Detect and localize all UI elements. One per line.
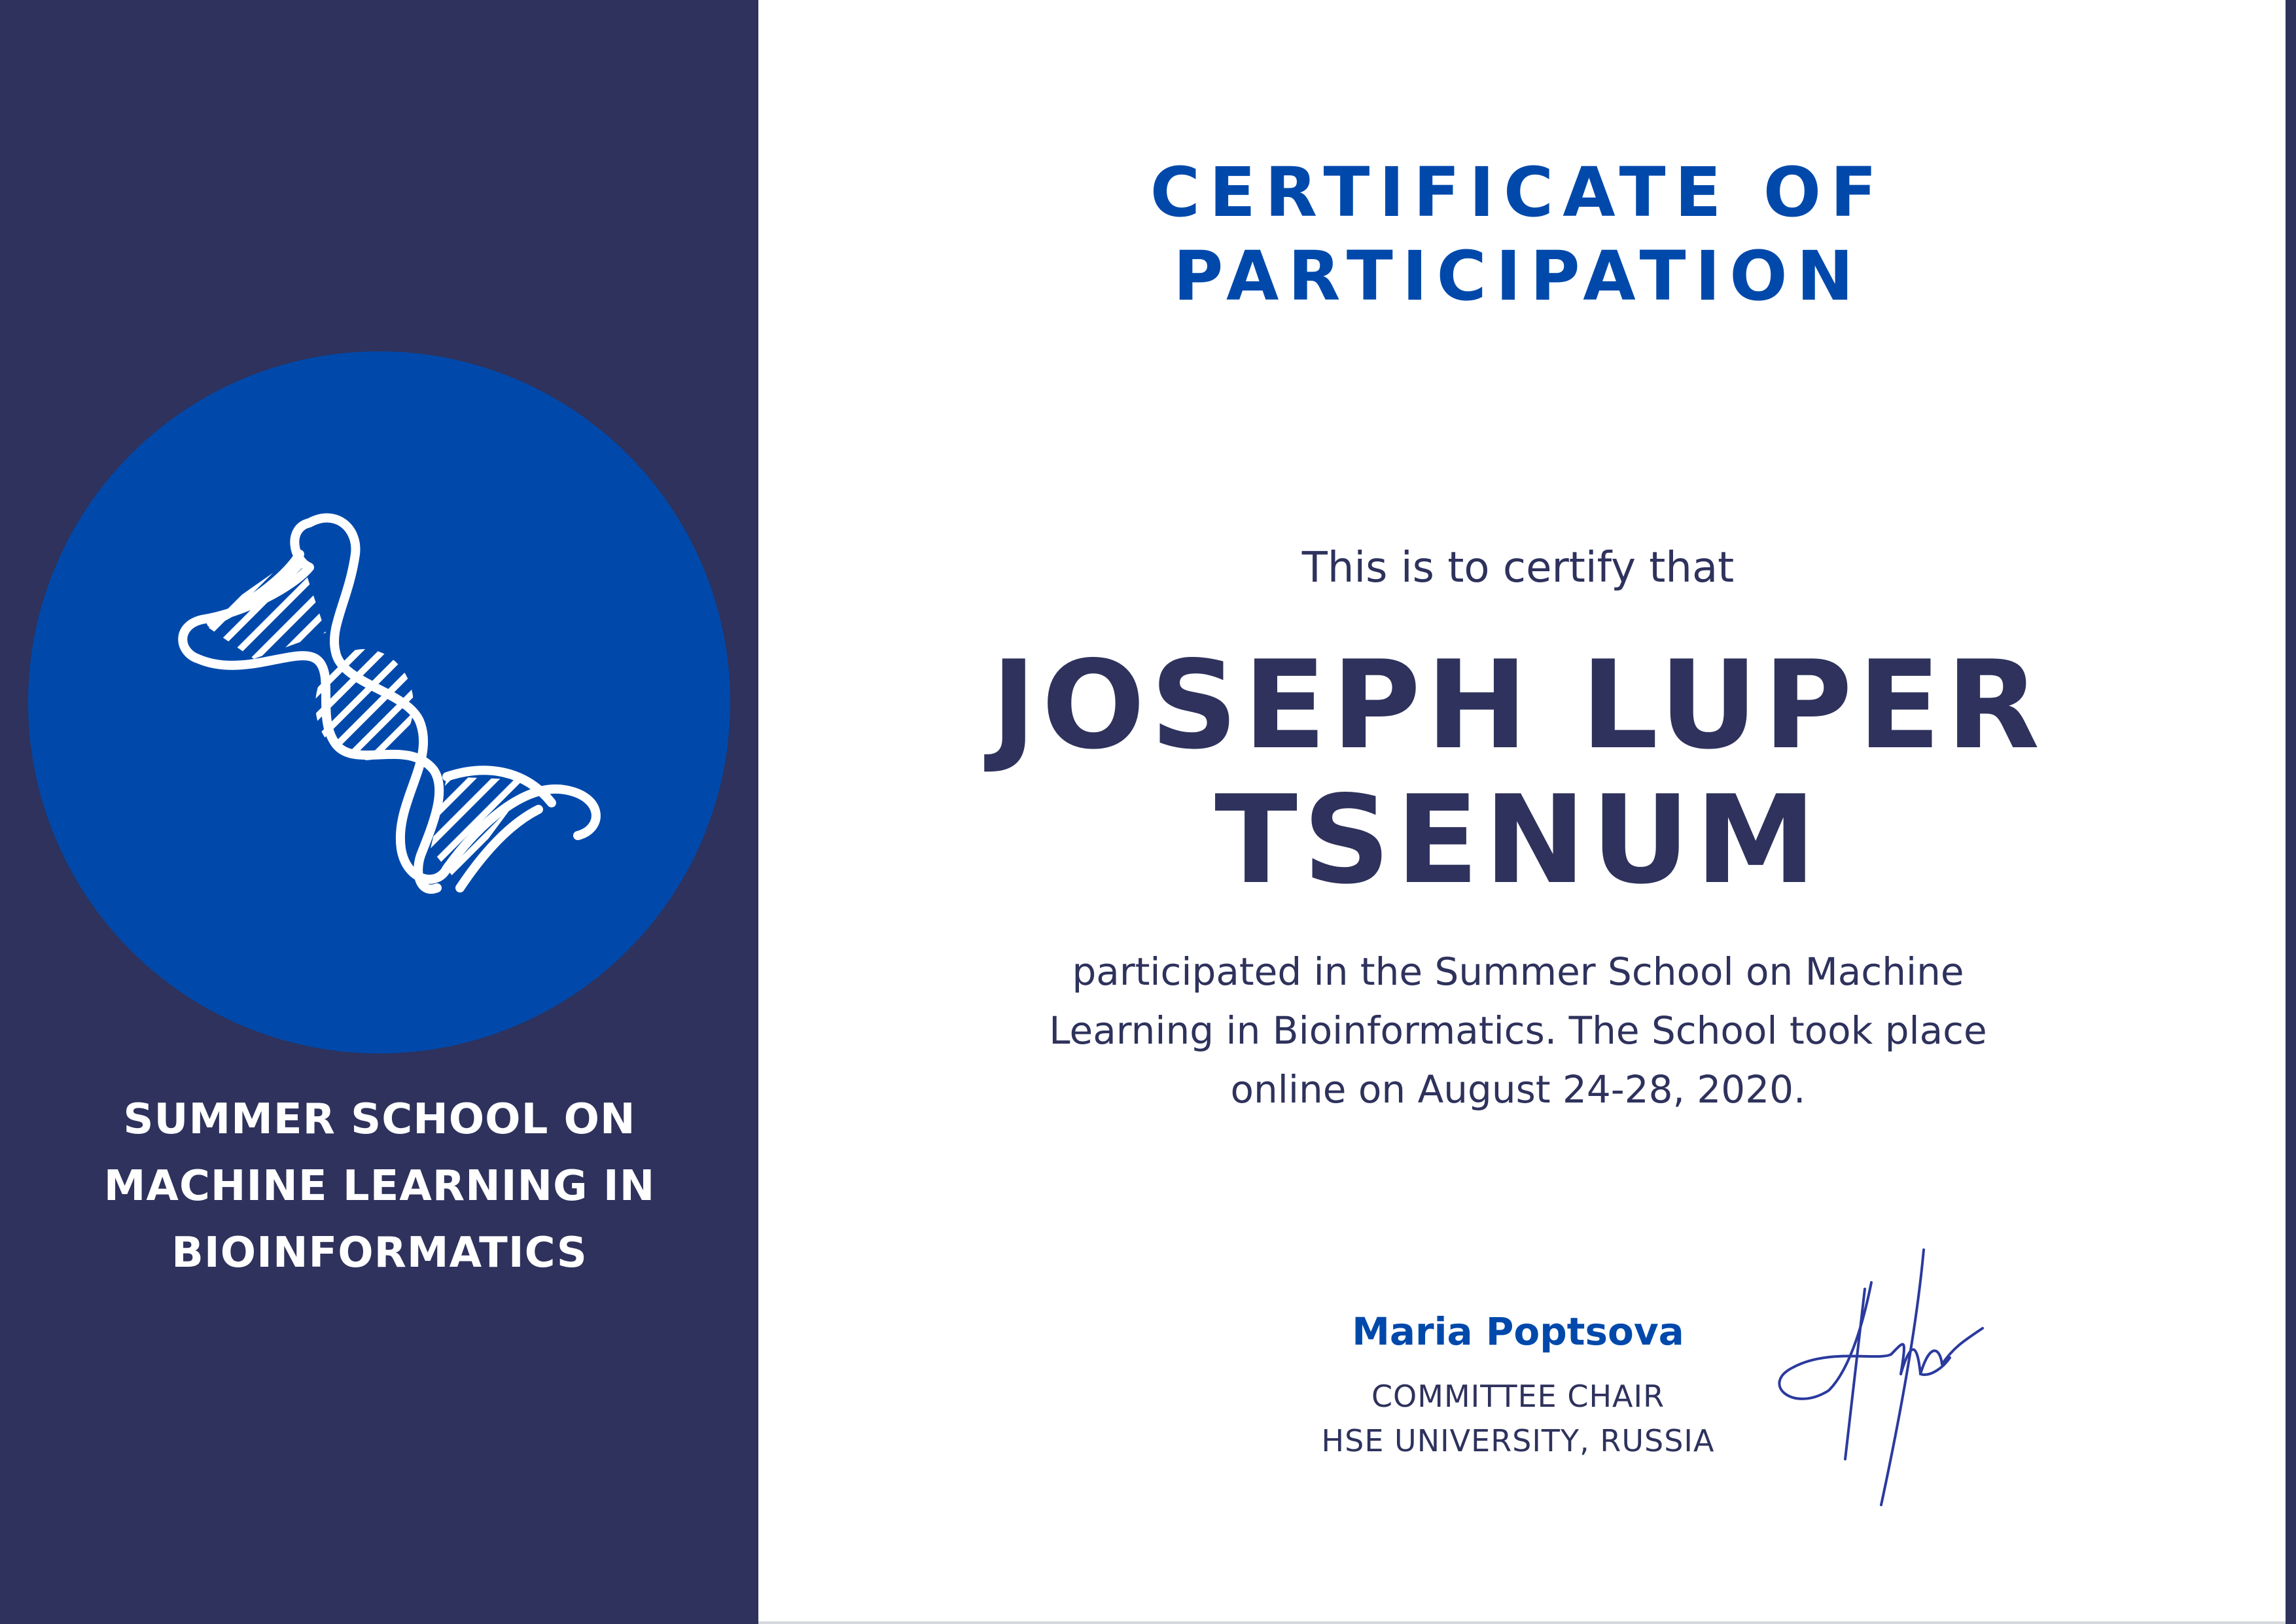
certificate-title-line: CERTIFICATE OF	[1150, 152, 1886, 232]
dna-helix-icon	[28, 351, 730, 1053]
certify-intro: This is to certify that	[1301, 544, 1735, 592]
bottom-border	[758, 1621, 2286, 1624]
signatory-role-line: HSE UNIVERSITY, RUSSIA	[1321, 1423, 1715, 1458]
signature-icon	[1767, 1243, 2002, 1518]
certificate-title	[929, 150, 2107, 318]
school-name-line: MACHINE LEARNING IN	[103, 1162, 656, 1210]
description-line: participated in the Summer School on Machine	[1072, 949, 1964, 994]
recipient-name-line: JOSEPH LUPER	[991, 634, 2045, 776]
description-line: Learning in Bioinformatics. The School took place	[1049, 1008, 1987, 1053]
school-name	[79, 1086, 680, 1286]
sidebar-panel	[0, 0, 758, 1624]
right-edge-border	[2286, 0, 2296, 1624]
school-name-line: BIOINFORMATICS	[171, 1229, 588, 1277]
signatory-role	[1191, 1374, 1845, 1463]
participation-description	[955, 942, 2081, 1119]
recipient-name-line: TSENUM	[1214, 769, 1822, 911]
description-line: online on August 24-28, 2020.	[1230, 1067, 1806, 1112]
certificate-title-line: PARTICIPATION	[1173, 236, 1863, 316]
signatory-name: Maria Poptsova	[1352, 1309, 1684, 1354]
school-name-line: SUMMER SCHOOL ON	[123, 1095, 636, 1144]
recipient-name	[877, 634, 2159, 911]
emblem-circle	[28, 351, 730, 1053]
signatory-role-line: COMMITTEE CHAIR	[1371, 1379, 1665, 1414]
